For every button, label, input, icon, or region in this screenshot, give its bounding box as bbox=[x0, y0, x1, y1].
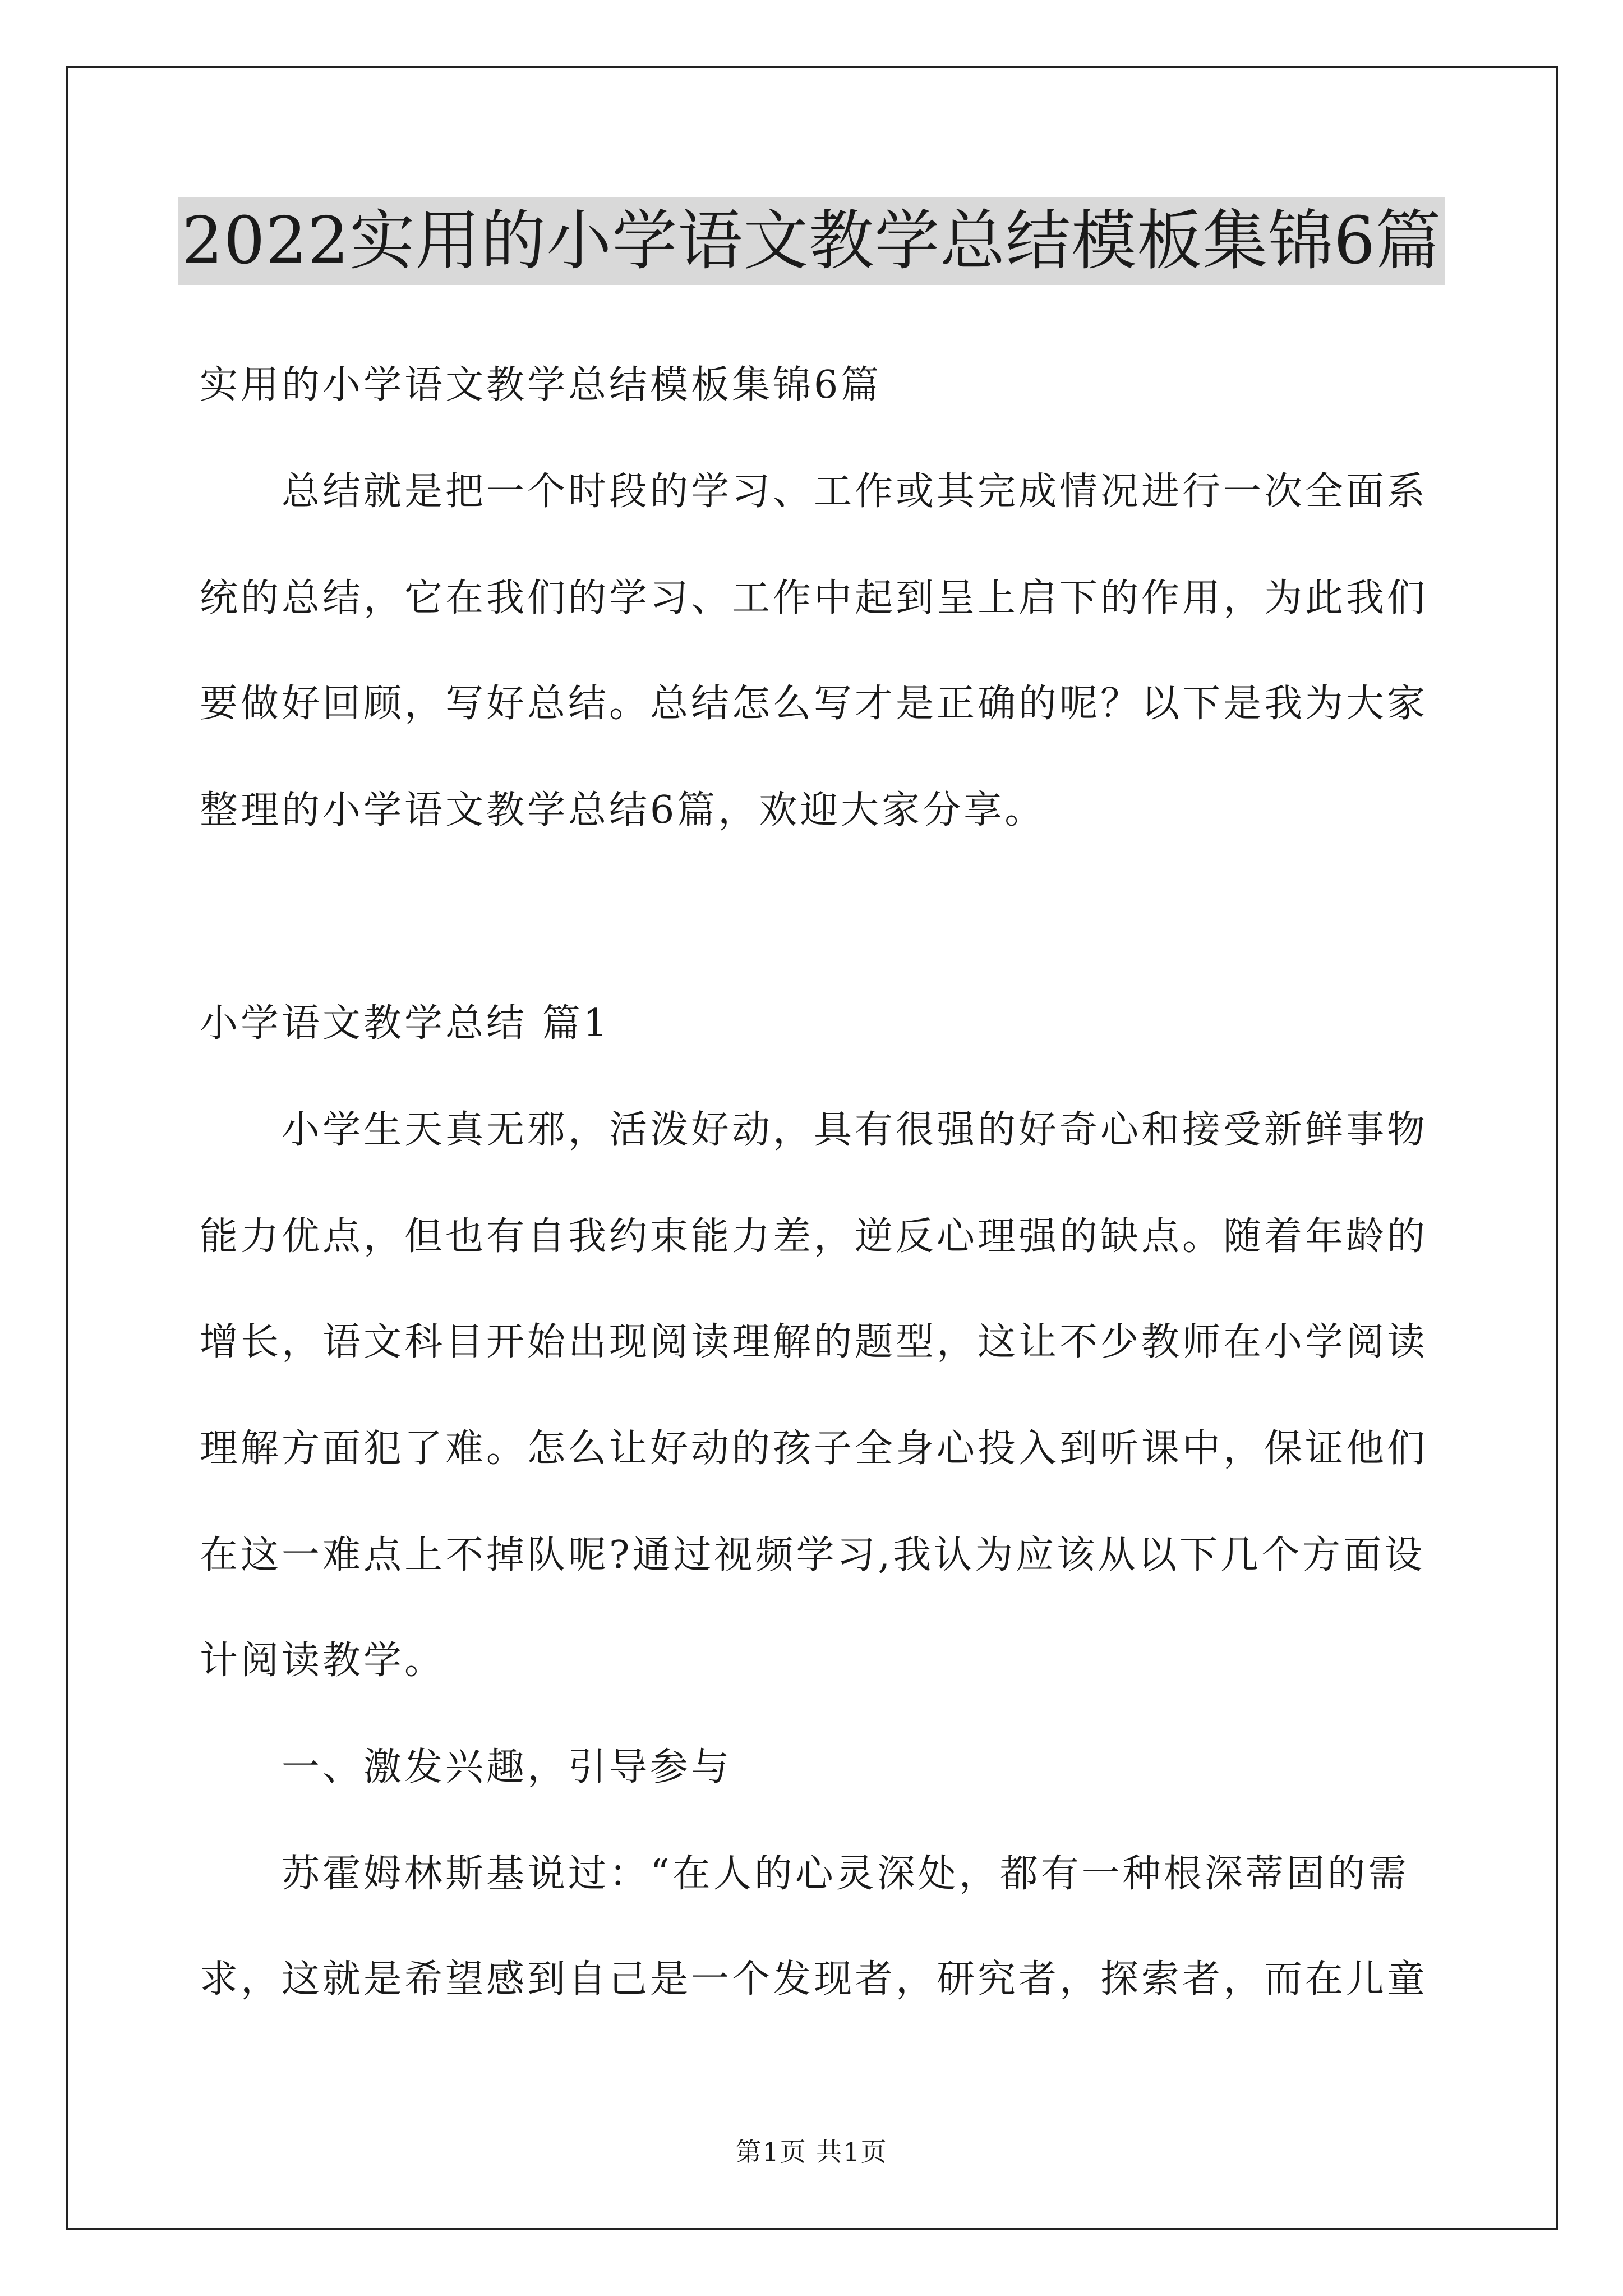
section-heading: 小学语文教学总结 篇1 bbox=[200, 1001, 610, 1046]
intro-line: 统的总结，它在我们的学习、工作中起到呈上启下的作用，为此我们 bbox=[200, 576, 1428, 620]
intro-line: 整理的小学语文教学总结6篇，欢迎大家分享。 bbox=[200, 788, 1046, 832]
document-title: 2022实用的小学语文教学总结模板集锦6篇 bbox=[178, 197, 1445, 285]
quote-line: 苏霍姆林斯基说过：“在人的心灵深处，都有一种根深蒂固的需 bbox=[282, 1852, 1409, 1896]
section-line: 计阅读教学。 bbox=[200, 1639, 446, 1683]
section-line: 在这一难点上不掉队呢?通过视频学习,我认为应该从以下几个方面设 bbox=[200, 1533, 1426, 1577]
section-line: 小学生天真无邪，活泼好动，具有很强的好奇心和接受新鲜事物 bbox=[282, 1108, 1428, 1152]
intro-line: 总结就是把一个时段的学习、工作或其完成情况进行一次全面系 bbox=[282, 470, 1428, 514]
section-line: 增长，语文科目开始出现阅读理解的题型，这让不少教师在小学阅读 bbox=[200, 1320, 1428, 1364]
section-line: 能力优点，但也有自我约束能力差，逆反心理强的缺点。随着年龄的 bbox=[200, 1214, 1428, 1259]
document-subtitle: 实用的小学语文教学总结模板集锦6篇 bbox=[200, 363, 882, 407]
point-heading: 一、激发兴趣，引导参与 bbox=[282, 1745, 732, 1789]
quote-line: 求，这就是希望感到自己是一个发现者，研究者，探索者，而在儿童 bbox=[200, 1957, 1428, 2001]
title-container bbox=[0, 197, 1623, 285]
intro-line: 要做好回顾，写好总结。总结怎么写才是正确的呢？以下是我为大家 bbox=[200, 682, 1428, 726]
page-footer: 第1页 共1页 bbox=[735, 2137, 888, 2167]
section-line: 理解方面犯了难。怎么让好动的孩子全身心投入到听课中，保证他们 bbox=[200, 1427, 1428, 1471]
